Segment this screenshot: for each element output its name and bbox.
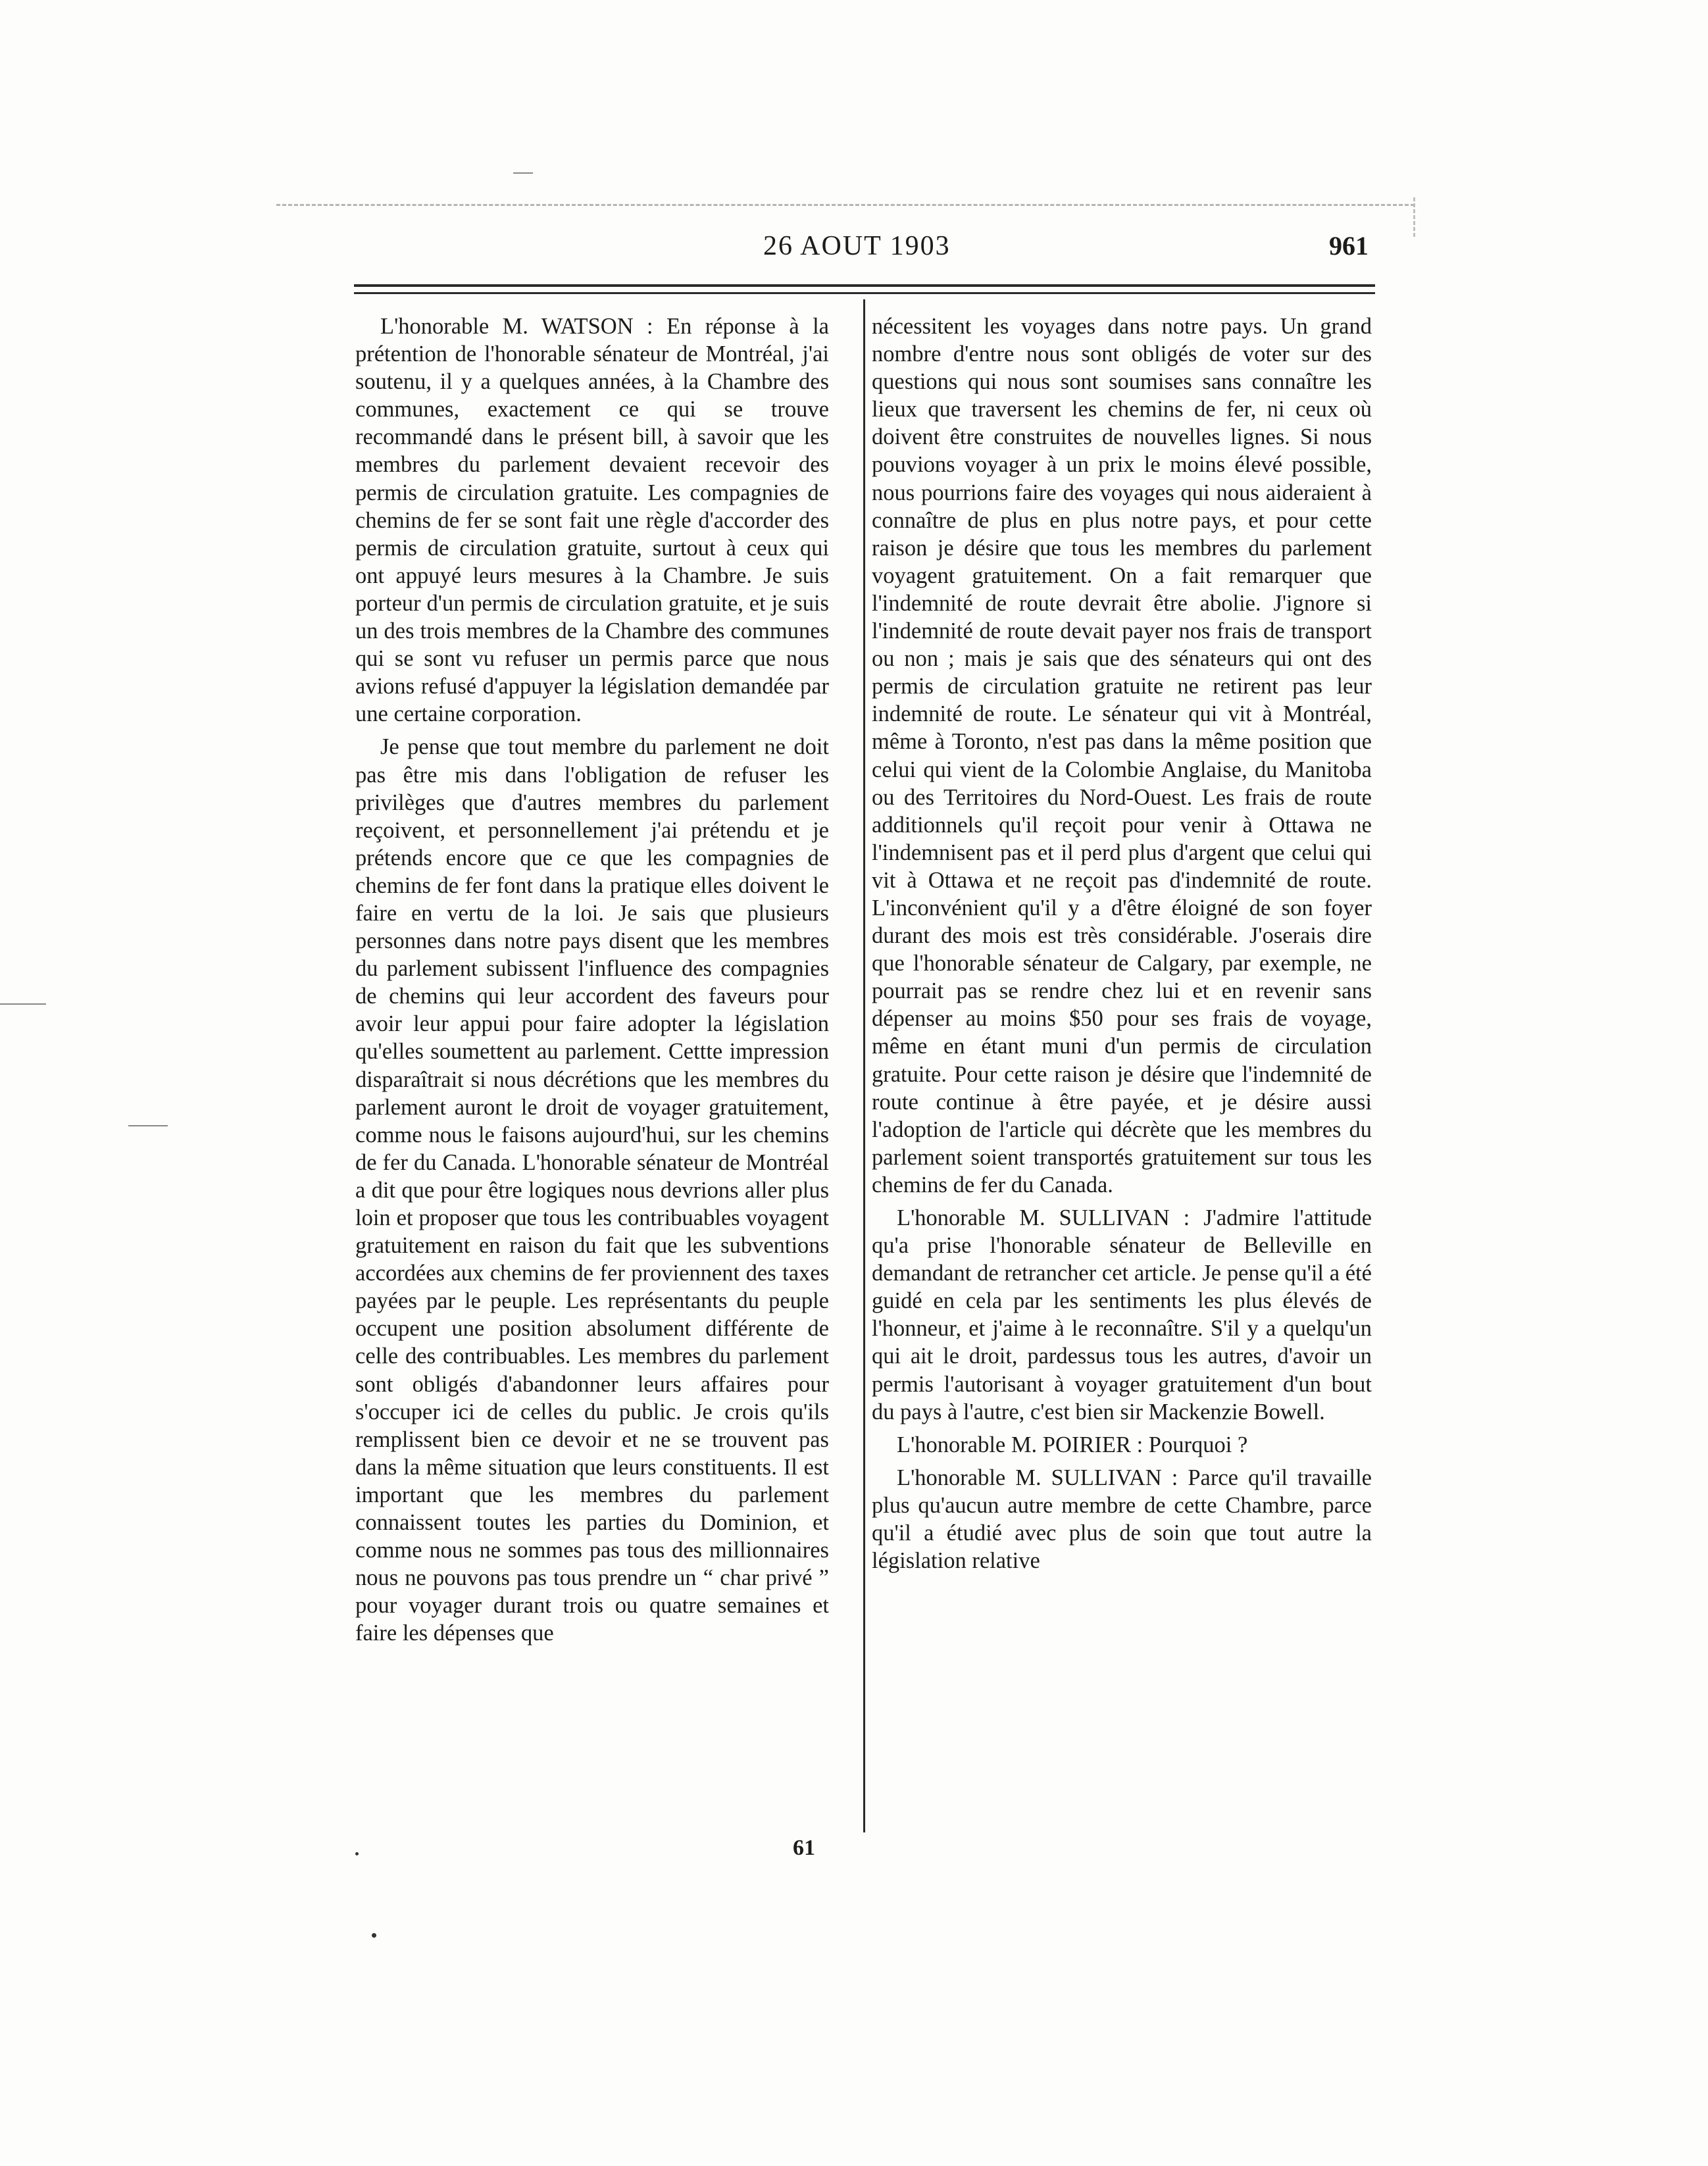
scan-mark bbox=[513, 172, 533, 174]
scan-mark bbox=[0, 1003, 46, 1005]
header-rule-secondary bbox=[354, 292, 1375, 294]
paragraph-sullivan-1: L'honorable M. SULLIVAN : J'admire l'attitude qu'a prise l'honorable sénateur de Belleville en demandant de retrancher cet article. Je pense qu'il a été guidé en cela par les sentiments les plus élevés de l'honneur, et j'aime à le reconnaître. S'il y a quelqu'un qui ait le droit, pardessus tous les autres, d'avoir un permis l'autorisant à voyager gratuitement d'un bout du pays à l'autre, c'est bien sir Mackenzie Bowell. bbox=[872, 1205, 1372, 1424]
print-speck bbox=[355, 1852, 359, 1855]
page-border-line bbox=[276, 204, 1415, 206]
paragraph-watson-1: L'honorable M. WATSON : En réponse à la prétention de l'honorable sénateur de Montréal, j'ai soutenu, il y a quelques années, à la Chambre des communes, exactement ce qui se trouve recommandé dans le présent bill, à savoir que les membres du parlement devaient recevoir des permis de circulation gratuite. Les compagnies de chemins de fer se sont fait une règle d'accorder des permis de circulation gratuite, surtout à ceux qui ont appuyé leurs mesures à la Chambre. Je suis porteur d'un permis de circulation gratuite, et je suis un des trois membres de la Chambre des communes qui se sont vu refuser un permis parce que nous avions refusé d'appuyer la législation demandée par une certaine corporation. bbox=[355, 314, 829, 727]
scan-mark bbox=[128, 1125, 168, 1126]
page-number: 961 bbox=[1329, 231, 1369, 261]
running-header bbox=[355, 230, 1375, 270]
paragraph-poirier: L'honorable M. POIRIER : Pourquoi ? bbox=[897, 1432, 1248, 1457]
column-divider bbox=[863, 299, 865, 1832]
paragraph-sullivan-2: L'honorable M. SULLIVAN : Parce qu'il travaille plus qu'aucun autre membre de cette Chambre, parce qu'il a étudié avec plus de soin que tout autre la législation relative bbox=[872, 1465, 1372, 1574]
left-column bbox=[355, 313, 829, 1653]
paragraph-watson-continued: nécessitent les voyages dans notre pays. Un grand nombre d'entre nous sont obligés de voter sur des questions qui nous sont soumises sans connaître les lieux que traversent les chemins de fer, ni ceux où doivent être construites de nouvelles lignes. Si nous pouvions voyager à un prix le moins élevé possible, nous pourrions faire des voyages qui nous aideraient à connaître de plus en plus notre pays, et pour cette raison je désire que tous les membres du parlement voyagent gratuitement. On a fait remarquer que l'indemnité de route devrait être abolie. J'ignore si l'indemnité de route devait payer nos frais de transport ou non ; mais je sais que des sénateurs qui ont des permis de circulation gratuite ne retirent pas leur indemnité de route. Le sénateur qui vit à Montréal, même à Toronto, n'est pas dans la même position que celui qui vient de la Colombie Anglaise, du Manitoba ou des Territoires du Nord-Ouest. Les frais de route additionnels qu'il reçoit pour venir à Ottawa ne l'indemnisent pas et il perd plus d'argent que celui qui vit à Ottawa et ne reçoit pas d'indemnité de route. L'inconvénient qu'il y a d'être éloigné de son foyer durant des mois est très considérable. J'oserais dire que l'honorable sénateur de Calgary, par exemple, ne pourrait pas se rendre chez lui et en revenir sans dépenser au moins $50 pour ses frais de voyage, même en étant muni d'un permis de circulation gratuite. Pour cette raison je désire que l'indemnité de route continue à être payée, et je désire aussi l'adoption de l'article qui décrète que les membres du parlement soient transportés gratuitement sur tous les chemins de fer du Canada. bbox=[872, 314, 1372, 1197]
paragraph-watson-2: Je pense que tout membre du parlement ne doit pas être mis dans l'obligation de refuser les privilèges que d'autres membres du parlement reçoivent, et personnellement j'ai prétendu et je prétends encore que ce que les compagnies de chemins de fer font dans la pratique elles doivent le faire en vertu de la loi. Je sais que plusieurs personnes dans notre pays disent que les membres du parlement subissent l'influence des compagnies de chemins qui leur accordent des faveurs pour avoir leur appui pour faire adopter la législation qu'elles soumettent au parlement. Cettte impression disparaîtrait si nous décrétions que les membres du parlement auront le droit de voyager gratuitement, comme nous le faisons aujourd'hui, sur les chemins de fer du Canada. L'honorable sénateur de Montréal a dit que pour être logiques nous devrions aller plus loin et proposer que tous les contribuables voyagent gratuitement en raison du fait que les subventions accordées aux chemins de fer proviennent des taxes payées par le peuple. Les représentants du peuple occupent une position absolument différente de celle des contribuables. Les membres du parlement sont obligés d'abandonner leurs affaires pour s'occuper ici de celles du public. Je crois qu'ils remplissent bien ce devoir et ne se trouvent pas dans la même situation que leurs constituents. Il est important que les membres du parlement connaissent toutes les parties du Dominion, et comme nous ne sommes pas tous des millionnaires nous ne pouvons pas tous prendre un “ char privé ” pour voyager durant trois ou quatre semaines et faire les dépenses que bbox=[355, 734, 829, 1646]
header-date: 26 AOUT 1903 bbox=[763, 231, 951, 261]
right-column bbox=[872, 313, 1372, 1580]
signature-number: 61 bbox=[793, 1836, 815, 1860]
print-speck bbox=[372, 1933, 376, 1938]
page-border-edge bbox=[1413, 197, 1415, 237]
header-rule bbox=[354, 284, 1375, 287]
